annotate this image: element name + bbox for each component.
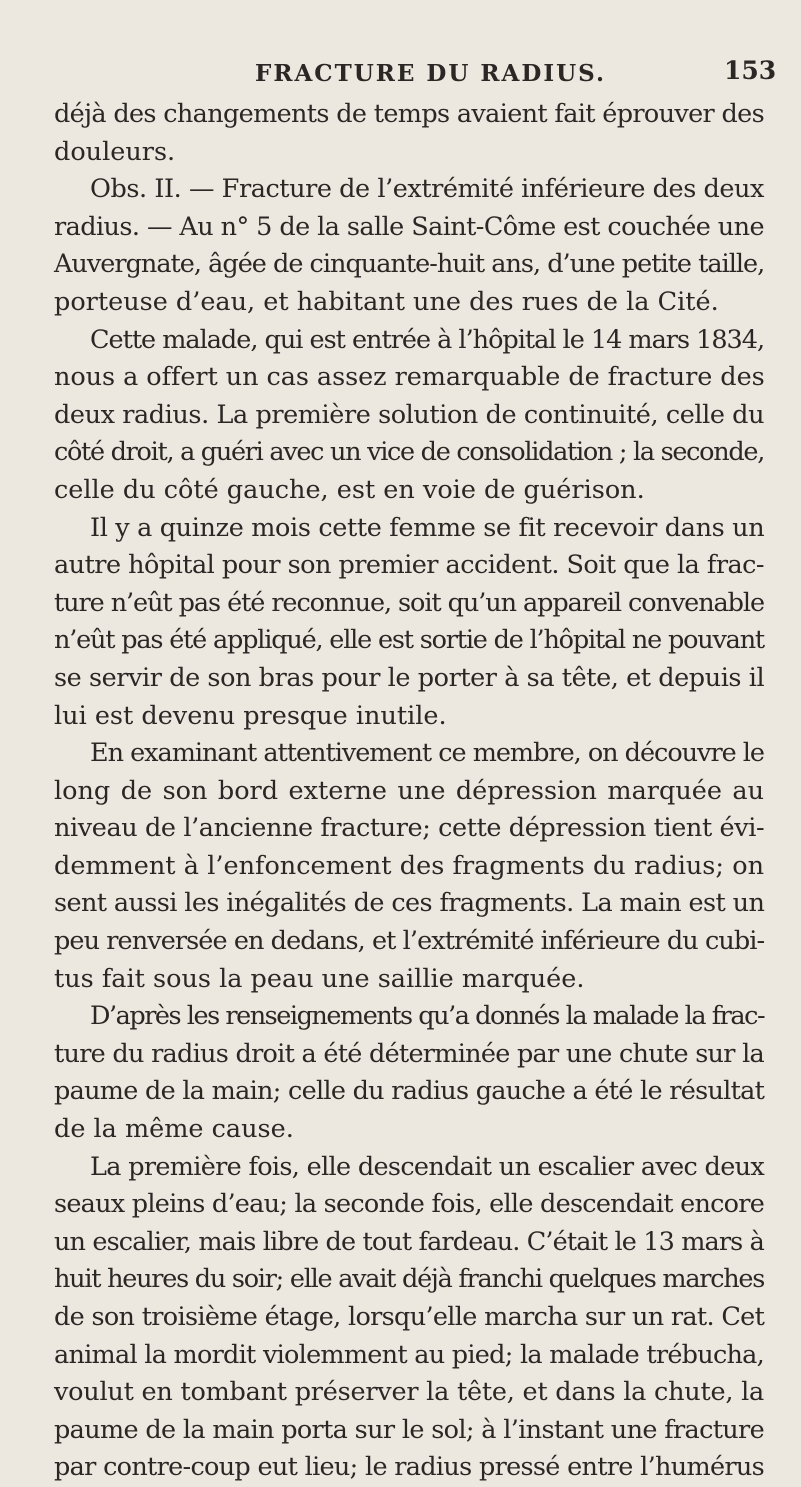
text-line: long de son bord externe une dépression marquée au (54, 775, 764, 806)
text-line: En examinant attentivement ce membre, on découvre le (90, 738, 764, 769)
text-line: autre hôpital pour son premier accident. Soit que la frac- (54, 550, 764, 581)
text-line: Obs. II. — Fracture de l’extrémité inférieure des deux (90, 174, 764, 205)
text-line: niveau de l’ancienne fracture; cette dépression tient évi- (54, 813, 765, 844)
text-line: D’après les renseignements qu’a donnés la malade la frac- (90, 1001, 765, 1032)
text-line: La première fois, elle descendait un escalier avec deux (90, 1151, 765, 1182)
text-line: de son troisième étage, lorsqu’elle marcha sur un rat. Cet (54, 1302, 765, 1332)
text-line: voulut en tombant préserver la tête, et dans la chute, la (54, 1377, 764, 1408)
text-line: se servir de son bras pour le porter à sa tête, et depuis il (54, 662, 765, 693)
text-line: un escalier, mais libre de tout fardeau. C’était le 13 mars à (54, 1226, 764, 1257)
text-line: huit heures du soir; elle avait déjà franchi quelques marches (54, 1264, 765, 1295)
text-line: par contre-coup eut lieu; le radius pressé entre l’humérus (54, 1452, 764, 1483)
text-line: paume de la main; celle du radius gauche a été le résultat (54, 1076, 765, 1107)
text-line: Il y a quinze mois cette femme se fit recevoir dans un (90, 512, 765, 543)
text-line: tus fait sous la peau une saillie marquée. (54, 963, 585, 994)
text-line: côté droit, a guéri avec un vice de consolidation ; la seconde, (54, 437, 765, 468)
text-line: celle du côté gauche, est en voie de guérison. (54, 474, 645, 505)
body-text (54, 96, 764, 1487)
text-line: Auvergnate, âgée de cinquante-huit ans, d’une petite taille, (54, 249, 765, 280)
text-line: peu renversée en dedans, et l’extrémité inférieure du cubi- (54, 926, 765, 957)
text-line: douleurs. (54, 136, 176, 167)
text-line: déjà des changements de temps avaient fait éprouver des (54, 99, 765, 129)
text-line: de la même cause. (54, 1114, 294, 1145)
text-line: porteuse d’eau, et habitant une des rues de la Cité. (54, 286, 719, 317)
text-line: demment à l’enfoncement des fragments du radius; on (54, 850, 764, 881)
text-line: ture du radius droit a été déterminée par une chute sur la (54, 1038, 764, 1069)
page-number: 153 (724, 56, 777, 85)
text-line: seaux pleins d’eau; la seconde fois, elle descendait encore (54, 1189, 765, 1220)
text-line: ture n’eût pas été reconnue, soit qu’un appareil convenable (54, 587, 764, 618)
running-title: FRACTURE DU RADIUS. (255, 60, 606, 87)
text-line: nous a offert un cas assez remarquable de fracture des (54, 362, 765, 393)
text-line: animal la mordit violemment au pied; la malade trébucha, (54, 1339, 764, 1370)
text-line: sent aussi les inégalités de ces fragments. La main est un (54, 888, 765, 919)
text-line: lui est devenu presque inutile. (54, 700, 447, 731)
text-line: paume de la main porta sur le sol; à l’instant une fracture (54, 1414, 764, 1445)
text-line: radius. — Au n° 5 de la salle Saint-Côme est couchée une (54, 211, 764, 242)
text-line: n’eût pas été appliqué, elle est sortie de l’hôpital ne pouvant (54, 625, 764, 656)
text-line: Cette malade, qui est entrée à l’hôpital le 14 mars 1834, (90, 324, 765, 355)
text-line: deux radius. La première solution de continuité, celle du (54, 399, 765, 430)
